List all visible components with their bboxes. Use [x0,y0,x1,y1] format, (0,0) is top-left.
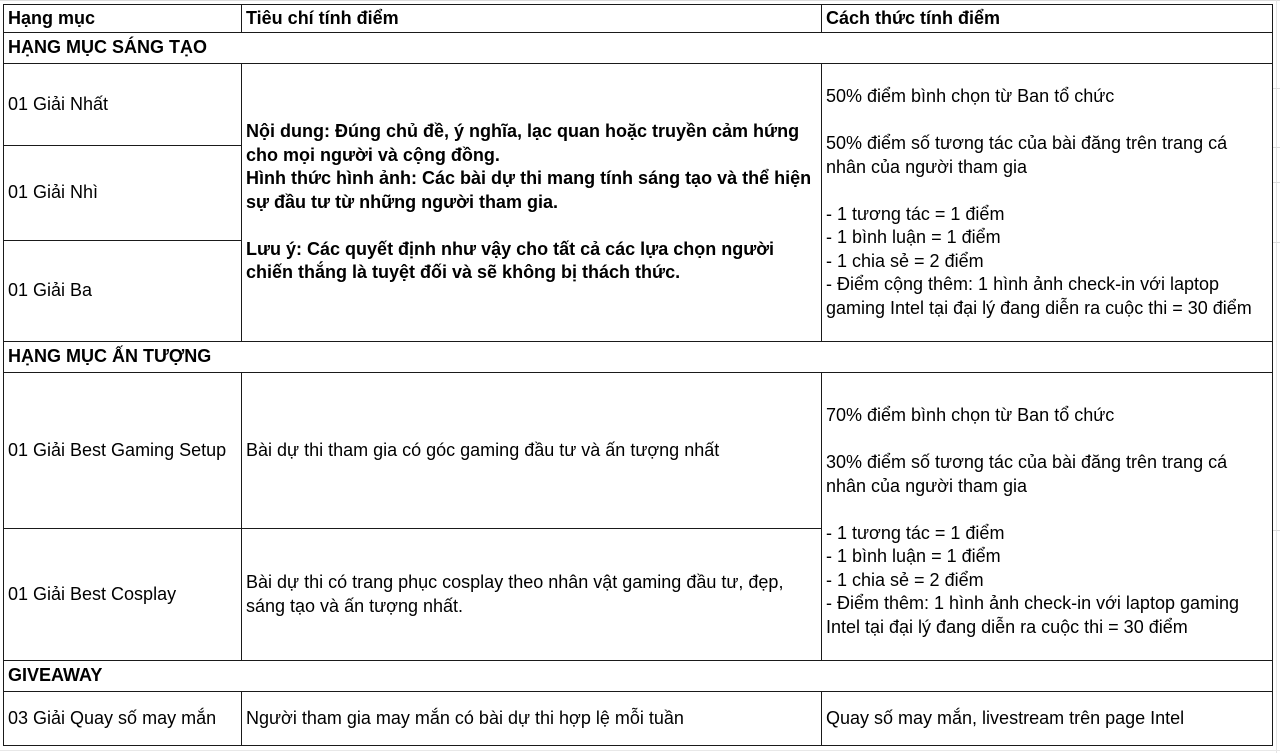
section-row-creative [4,33,1273,64]
section-row-impressive [4,342,1273,373]
method-cell [822,64,1273,342]
method-cell [822,373,1273,661]
method-rule: - 1 bình luận = 1 điểm [826,227,1001,247]
sheet-gridline [1272,530,1280,531]
table-row [4,64,1273,146]
prize-cell: 03 Giải Quay số may mắn [4,692,242,746]
scoring-criteria-table [3,4,1273,746]
method-organizer-share: 70% điểm bình chọn từ Ban tổ chức [826,405,1115,425]
sheet-gridline [1272,182,1280,183]
table-row [4,373,1273,529]
method-rule: - 1 bình luận = 1 điểm [826,546,1001,566]
criteria-cell: Bài dự thi tham gia có góc gaming đầu tư và ấn tượng nhất [242,373,822,529]
criteria-content: Nội dung: Đúng chủ đề, ý nghĩa, lạc quan hoặc truyền cảm hứng cho mọi người và cộng đồng. [246,121,800,165]
sheet-gridline [1276,0,1277,753]
column-header-criteria: Tiêu chí tính điểm [242,5,822,33]
method-rule: - 1 chia sẻ = 2 điểm [826,250,984,271]
prize-cell: 01 Giải Nhất [4,64,242,146]
criteria-visual: Hình thức hình ảnh: Các bài dự thi mang tính sáng tạo và thể hiện sự đầu tư từ những người tham gia. [246,168,812,212]
prize-cell: 01 Giải Best Cosplay [4,529,242,661]
section-title: HẠNG MỤC SÁNG TẠO [4,33,1273,64]
method-interaction-share: 30% điểm số tương tác của bài đăng trên trang cá nhân của người tham gia [826,452,1228,496]
sheet-gridline [1272,242,1280,243]
column-header-method: Cách thức tính điểm [822,5,1273,33]
criteria-note: Lưu ý: Các quyết định như vậy cho tất cả các lựa chọn người chiến thắng là tuyệt đối và sẽ không bị thách thức. [246,238,775,283]
sheet-gridline [0,0,1280,1]
method-interaction-share: 50% điểm số tương tác của bài đăng trên trang cá nhân của người tham gia [826,133,1228,177]
table-header-row [4,5,1273,33]
method-cell: Quay số may mắn, livestream trên page Intel [822,692,1273,746]
method-rule: - 1 chia sẻ = 2 điểm [826,569,984,590]
prize-cell: 01 Giải Ba [4,241,242,342]
prize-cell: 01 Giải Best Gaming Setup [4,373,242,529]
criteria-cell: Bài dự thi có trang phục cosplay theo nhân vật gaming đầu tư, đẹp, sáng tạo và ấn tượng nhất. [242,529,822,661]
method-rule: - Điểm thêm: 1 hình ảnh check-in với laptop gaming Intel tại đại lý đang diễn ra cuộc thi = 30 điểm [826,593,1240,637]
criteria-cell: Người tham gia may mắn có bài dự thi hợp lệ mỗi tuần [242,692,822,746]
sheet-gridline [1272,147,1280,148]
criteria-cell [242,64,822,342]
section-title: HẠNG MỤC ẤN TƯỢNG [4,342,1273,373]
section-row-giveaway [4,661,1273,692]
column-header-category: Hạng mục [4,5,242,33]
sheet-gridline [1272,88,1280,89]
method-rule: - 1 tương tác = 1 điểm [826,522,1005,543]
method-organizer-share: 50% điểm bình chọn từ Ban tổ chức [826,86,1115,106]
table-row [4,692,1273,746]
prize-cell: 01 Giải Nhì [4,146,242,241]
method-rule: - 1 tương tác = 1 điểm [826,203,1005,224]
section-title: GIVEAWAY [4,661,1273,692]
sheet-gridline [0,750,1280,751]
method-rule: - Điểm cộng thêm: 1 hình ảnh check-in với laptop gaming Intel tại đại lý đang diễn ra cuộc thi = 30 điểm [826,274,1252,318]
